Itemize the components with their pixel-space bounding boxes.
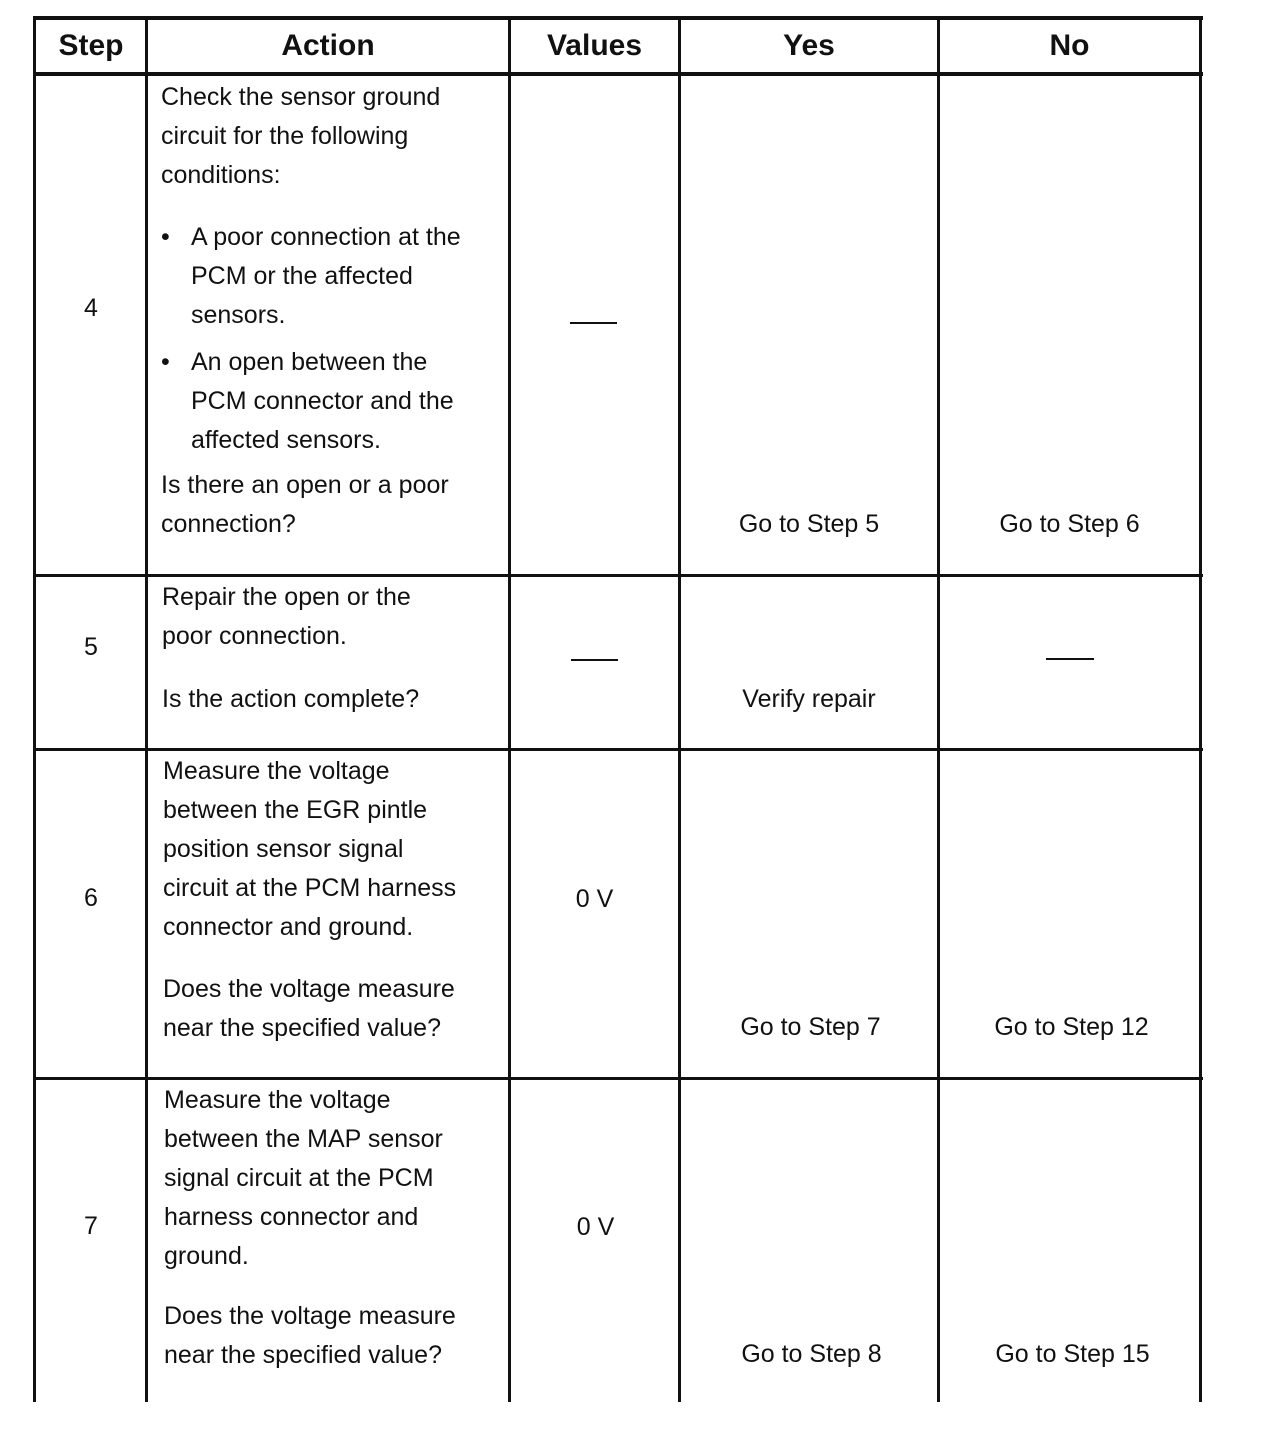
step-number: 6: [84, 884, 98, 912]
bullet-icon: •: [161, 348, 170, 376]
header-no: No: [1049, 29, 1090, 62]
step-number: 4: [84, 294, 98, 322]
bullet-text: A poor connection at the PCM or the affected sensors.: [191, 223, 461, 329]
step-number: 5: [84, 633, 98, 661]
header-yes: Yes: [783, 29, 835, 62]
col-border-action-values: [508, 16, 511, 1402]
action-question: Is the action complete?: [162, 685, 420, 713]
step-number: 7: [84, 1212, 98, 1240]
col-border-right: [1199, 16, 1202, 1402]
action-intro: Repair the open or the poor connection.: [162, 583, 411, 650]
col-border-step-action: [145, 16, 148, 1402]
values-dash: [570, 322, 617, 324]
action-question: Is there an open or a poor connection?: [161, 471, 449, 538]
col-border-yes-no: [937, 16, 940, 1402]
row-divider-5-6: [34, 748, 1203, 751]
yes-result: Verify repair: [742, 685, 876, 713]
list-item: [161, 218, 501, 335]
bullet-text: An open between the PCM connector and the affected sensors.: [191, 348, 454, 454]
values-text: 0 V: [576, 1213, 615, 1241]
values-text: 0 V: [575, 885, 614, 913]
action-intro: Measure the voltage between the EGR pintle position sensor signal circuit at the PCM harness connector and ground.: [163, 757, 457, 941]
yes-result: Go to Step 5: [738, 510, 880, 538]
values-dash: [571, 659, 618, 661]
action-question: Does the voltage measure near the specified value?: [163, 975, 455, 1042]
no-result: Go to Step 12: [994, 1013, 1149, 1041]
action-bullet-list: [161, 218, 501, 468]
bullet-icon: •: [161, 223, 170, 251]
action-intro: Check the sensor ground circuit for the following conditions:: [161, 83, 441, 189]
row-divider-6-7: [34, 1077, 1203, 1080]
col-border-left: [33, 16, 36, 1402]
action-intro: Measure the voltage between the MAP sensor signal circuit at the PCM harness connector and ground.: [164, 1086, 443, 1270]
row-divider-4-5: [34, 574, 1203, 577]
action-question: Does the voltage measure near the specified value?: [164, 1302, 456, 1369]
header-values: Values: [546, 29, 643, 62]
no-result: Go to Step 6: [999, 510, 1140, 538]
header-action: Action: [281, 29, 375, 62]
no-result: Go to Step 15: [995, 1340, 1150, 1368]
header-step: Step: [58, 29, 124, 62]
yes-result: Go to Step 8: [741, 1340, 882, 1368]
no-dash: [1046, 658, 1094, 660]
list-item: [161, 343, 501, 460]
yes-result: Go to Step 7: [740, 1013, 881, 1041]
